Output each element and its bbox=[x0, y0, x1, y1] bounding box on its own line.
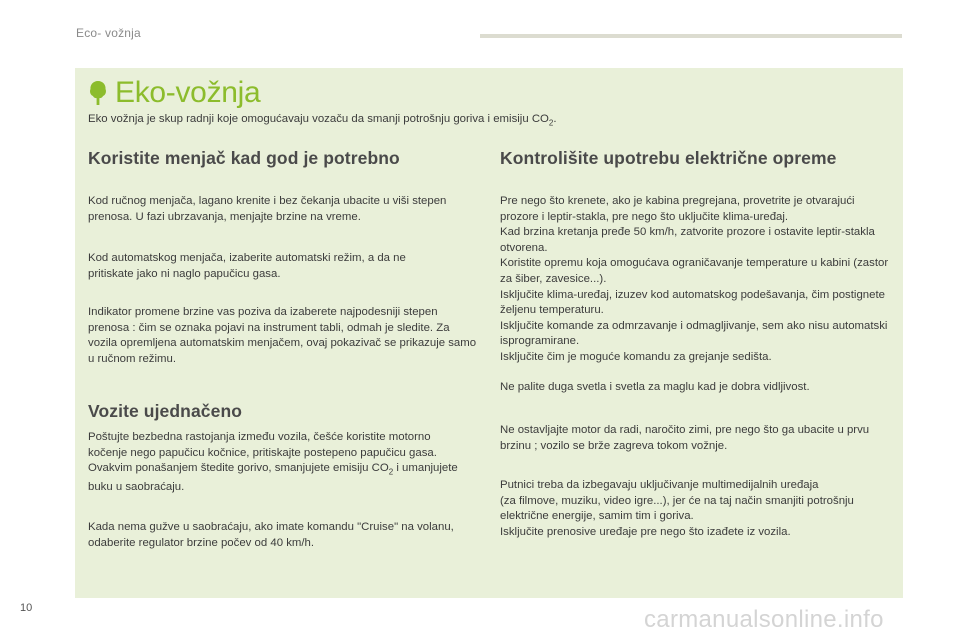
smooth-paragraph-1 bbox=[88, 430, 468, 496]
page-number: 10 bbox=[20, 602, 33, 614]
page-title: Eko-vožnja bbox=[115, 76, 261, 109]
intro-text-main: Eko vožnja je skup radnji koje omogućavaju vozaču da smanji potrošnju goriva i emisiju CO bbox=[88, 113, 549, 125]
smooth-subscript: 2 bbox=[388, 467, 394, 477]
tree-icon bbox=[89, 80, 107, 106]
electrical-paragraph-2: Ne palite duga svetla i svetla za maglu kad je dobra vidljivost. bbox=[500, 381, 810, 393]
section-header-title: Eco- vožnja bbox=[76, 26, 141, 40]
header-rule bbox=[480, 34, 902, 38]
electrical-paragraph-4: Putnici treba da izbegavaju uključivanje multimedijalnih uređaja (za filmove, muziku, video igre...), jer će na taj način smanjiti potrošnju električne energije, samim tim i goriva. Isključite prenosive uređaje pre nego što izađete iz vozila. bbox=[500, 479, 854, 538]
smooth-paragraph-2: Kada nema gužve u saobraćaju, ako imate komandu "Cruise" na volanu, odaberite regulator brzine počev od 40 km/h. bbox=[88, 521, 454, 549]
gearbox-paragraph-1: Kod ručnog menjača, lagano krenite i bez čekanja ubacite u viši stepen prenosa. U fazi ubrzavanja, menjajte brzine na vreme. bbox=[88, 195, 447, 223]
gearbox-heading: Koristite menjač kad god je potrebno bbox=[88, 148, 400, 168]
gearbox-paragraph-2: Kod automatskog menjača, izaberite automatski režim, a da ne pritiskate jako ni naglo papučicu gasa. bbox=[88, 252, 406, 280]
electrical-heading: Kontrolišite upotrebu električne opreme bbox=[500, 148, 837, 168]
smooth-paragraph-1-end: i umanjujete buku u saobraćaju. bbox=[88, 462, 458, 494]
title-row bbox=[89, 76, 260, 110]
smooth-paragraph-1-main: Poštujte bezbedna rastojanja između vozila, češće koristite motorno kočenje nego papučicu kočnice, pritiskajte postepeno papučicu gasa. Ovakvim ponašanjem štedite gorivo, smanjujete emisiju CO bbox=[88, 431, 437, 475]
watermark: carmanualsonline.info bbox=[644, 606, 884, 633]
eco-driving-panel bbox=[75, 68, 903, 598]
electrical-paragraph-3: Ne ostavljajte motor da radi, naročito zimi, pre nego što ga ubacite u prvu brzinu ; vozilo se brže zagreva tokom vožnje. bbox=[500, 424, 870, 452]
smooth-driving-heading: Vozite ujednačeno bbox=[88, 401, 243, 421]
gearbox-paragraph-3: Indikator promene brzine vas poziva da izaberete najpodesniji stepen prenosa : čim se oznaka pojavi na instrument tabli, odmah je sledite. Za vozila opremljena automatskim menjačem, ovaj pokazivač se prikazuje samo u ručnom režimu. bbox=[88, 306, 477, 365]
intro-subscript: 2 bbox=[548, 118, 554, 128]
intro-text bbox=[88, 112, 888, 130]
intro-text-end: . bbox=[553, 113, 557, 125]
electrical-paragraph-1: Pre nego što krenete, ako je kabina pregrejana, provetrite je otvarajući prozore i leptir-stakla, pre nego što uključite klima-uređaj. Kad brzina kretanja pređe 50 km/h, zatvorite prozore i ostavite leptir-stakla otvorena. Koristite opremu koja omogućava ograničavanje temperature u kabini (zastor za šiber, zavesice...). Isključite klima-uređaj, izuzev kod automatskog podešavanja, čim postignete željenu temperaturu. Isključite komande za odmrzavanje i odmagljivanje, sem ako nisu automatski isprogramirane. Isključite čim je moguće komandu za grejanje sedišta. bbox=[500, 195, 889, 363]
